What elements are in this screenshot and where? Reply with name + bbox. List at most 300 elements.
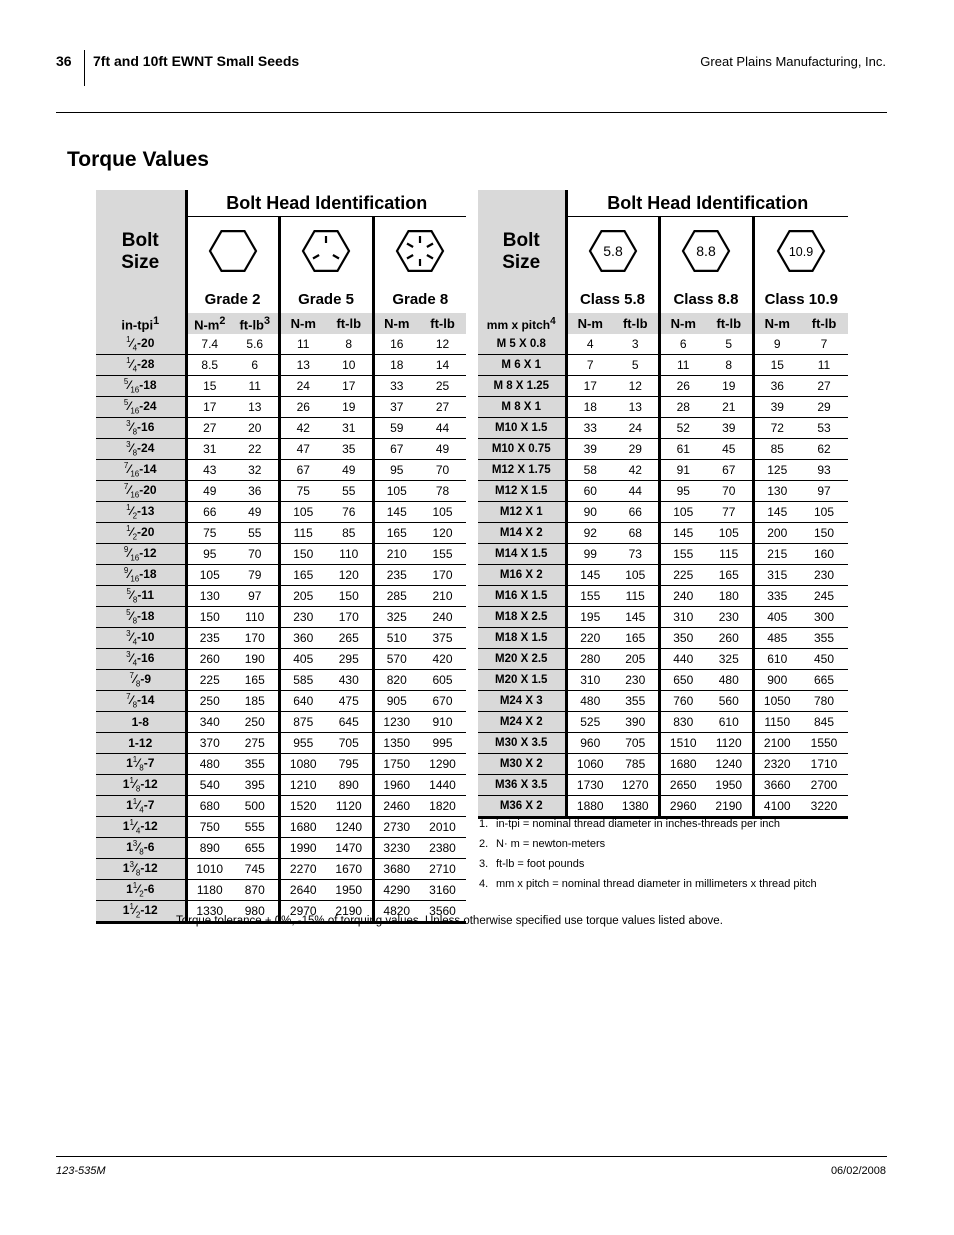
torque-value: 7 — [800, 334, 848, 355]
torque-value: 85 — [753, 439, 800, 460]
table-row — [96, 775, 466, 796]
unit-ftlb: ft-lb — [419, 313, 466, 334]
torque-value: 350 — [659, 628, 706, 649]
svg-text:10.9: 10.9 — [789, 245, 814, 259]
torque-value: 1010 — [186, 859, 232, 880]
table-row — [96, 691, 466, 712]
torque-value: 315 — [753, 565, 800, 586]
torque-value: 28 — [659, 397, 706, 418]
torque-value: 4820 — [373, 901, 419, 923]
table-row — [96, 523, 466, 544]
torque-value: 1060 — [566, 754, 613, 775]
footnote-text: N· m = newton-meters — [496, 838, 606, 850]
torque-value: 555 — [232, 817, 279, 838]
torque-value: 165 — [279, 565, 326, 586]
bolt-size: M16 X 1.5 — [478, 586, 566, 607]
torque-value: 2460 — [373, 796, 419, 817]
table-row — [478, 397, 848, 418]
bolt-size: M36 X 2 — [478, 796, 566, 818]
torque-value: 67 — [706, 460, 753, 481]
torque-value: 95 — [659, 481, 706, 502]
torque-value: 45 — [706, 439, 753, 460]
torque-value: 24 — [279, 376, 326, 397]
bolt-size: M18 X 2.5 — [478, 607, 566, 628]
torque-value: 1680 — [659, 754, 706, 775]
torque-value: 1680 — [279, 817, 326, 838]
torque-value: 195 — [566, 607, 613, 628]
torque-value: 2190 — [326, 901, 373, 923]
torque-value: 1210 — [279, 775, 326, 796]
torque-value: 480 — [566, 691, 613, 712]
torque-value: 18 — [373, 355, 419, 376]
torque-value: 59 — [373, 418, 419, 439]
bolt-size: M24 X 3 — [478, 691, 566, 712]
torque-value: 66 — [186, 502, 232, 523]
torque-value: 19 — [326, 397, 373, 418]
torque-value: 27 — [419, 397, 466, 418]
grade-label: Grade 8 — [373, 285, 466, 313]
hex-class-mark-icon — [753, 217, 848, 286]
torque-value: 72 — [753, 418, 800, 439]
torque-value: 340 — [186, 712, 232, 733]
torque-value: 560 — [706, 691, 753, 712]
torque-value: 230 — [800, 565, 848, 586]
table-row — [96, 733, 466, 754]
torque-value: 33 — [373, 376, 419, 397]
torque-value: 1710 — [800, 754, 848, 775]
inch-torque-table — [96, 190, 466, 924]
torque-value: 540 — [186, 775, 232, 796]
page-title: Torque Values — [67, 148, 209, 171]
torque-value: 220 — [566, 628, 613, 649]
torque-value: 355 — [800, 628, 848, 649]
torque-value: 655 — [232, 838, 279, 859]
table-row — [478, 502, 848, 523]
bolt-size: $^3⁄_8-16$ — [96, 418, 186, 439]
table-row — [96, 439, 466, 460]
torque-value: 1380 — [613, 796, 659, 818]
torque-value: 2700 — [800, 775, 848, 796]
footnote-number: 4. — [479, 878, 489, 890]
torque-value: 230 — [279, 607, 326, 628]
torque-value: 145 — [566, 565, 613, 586]
torque-value: 395 — [232, 775, 279, 796]
torque-value: 1820 — [419, 796, 466, 817]
torque-value: 325 — [373, 607, 419, 628]
document-title: 7ft and 10ft EWNT Small Seeds — [93, 53, 300, 69]
torque-value: 370 — [186, 733, 232, 754]
torque-value: 2730 — [373, 817, 419, 838]
torque-value: 39 — [753, 397, 800, 418]
torque-value: 2710 — [419, 859, 466, 880]
table-row — [96, 565, 466, 586]
torque-value: 49 — [186, 481, 232, 502]
torque-value: 36 — [753, 376, 800, 397]
torque-value: 29 — [613, 439, 659, 460]
torque-value: 310 — [566, 670, 613, 691]
bolt-size-heading: Bolt Size — [478, 190, 566, 313]
torque-value: 92 — [566, 523, 613, 544]
torque-value: 1510 — [659, 733, 706, 754]
torque-value: 145 — [373, 502, 419, 523]
torque-value: 31 — [326, 418, 373, 439]
torque-value: 225 — [186, 670, 232, 691]
torque-value: 3660 — [753, 775, 800, 796]
bolt-size: $^1⁄_4-28$ — [96, 355, 186, 376]
torque-value: 3 — [613, 334, 659, 355]
torque-value: 145 — [659, 523, 706, 544]
torque-value: 2380 — [419, 838, 466, 859]
torque-value: 115 — [613, 586, 659, 607]
torque-value: 3220 — [800, 796, 848, 818]
torque-value: 190 — [232, 649, 279, 670]
torque-value: 1950 — [706, 775, 753, 796]
bolt-size: $^7⁄_8-14$ — [96, 691, 186, 712]
table-row — [96, 334, 466, 355]
torque-value: 105 — [419, 502, 466, 523]
torque-value: 95 — [186, 544, 232, 565]
torque-value: 480 — [706, 670, 753, 691]
torque-value: 1350 — [373, 733, 419, 754]
torque-value: 165 — [613, 628, 659, 649]
unit-ftlb: ft-lb — [613, 313, 659, 334]
torque-value: 250 — [232, 712, 279, 733]
torque-value: 44 — [613, 481, 659, 502]
torque-value: 165 — [232, 670, 279, 691]
torque-value: 525 — [566, 712, 613, 733]
torque-value: 360 — [279, 628, 326, 649]
table-row — [96, 418, 466, 439]
torque-value: 145 — [753, 502, 800, 523]
document-date: 06/02/2008 — [830, 1165, 886, 1177]
torque-value: 235 — [373, 565, 419, 586]
header-divider — [84, 50, 85, 86]
torque-value: 120 — [419, 523, 466, 544]
size-column-label: mm x pitch$^4$ — [478, 313, 566, 334]
torque-value: 3560 — [419, 901, 466, 923]
torque-value: 70 — [232, 544, 279, 565]
torque-value: 130 — [753, 481, 800, 502]
unit-ftlb: $ft-lb^3$ — [232, 313, 279, 334]
torque-value: 120 — [326, 565, 373, 586]
torque-value: 1150 — [753, 712, 800, 733]
svg-text:5.8: 5.8 — [602, 243, 623, 259]
footnotes — [479, 818, 849, 898]
table-row — [478, 733, 848, 754]
table-row — [478, 523, 848, 544]
bolt-size: M 8 X 1 — [478, 397, 566, 418]
torque-value: 61 — [659, 439, 706, 460]
torque-value: 485 — [753, 628, 800, 649]
torque-value: 13 — [232, 397, 279, 418]
torque-value: 1050 — [753, 691, 800, 712]
table-row — [96, 376, 466, 397]
torque-value: 355 — [232, 754, 279, 775]
bolt-size: $1^1⁄_2-12$ — [96, 901, 186, 923]
torque-value: 260 — [706, 628, 753, 649]
bolt-size: $^1⁄_2-20$ — [96, 523, 186, 544]
torque-value: 165 — [373, 523, 419, 544]
torque-value: 890 — [186, 838, 232, 859]
bolt-size: M18 X 1.5 — [478, 628, 566, 649]
grade-label: Grade 2 — [204, 290, 261, 308]
bolt-size: $^1⁄_2-13$ — [96, 502, 186, 523]
torque-value: 60 — [566, 481, 613, 502]
torque-value: 170 — [326, 607, 373, 628]
bolt-size: 1-12 — [96, 733, 186, 754]
bolt-size: $^9⁄_{16}-12$ — [96, 544, 186, 565]
torque-value: 37 — [373, 397, 419, 418]
bolt-size-heading: Bolt Size — [96, 190, 186, 313]
torque-value: 11 — [800, 355, 848, 376]
torque-value: 295 — [326, 649, 373, 670]
torque-value: 155 — [419, 544, 466, 565]
table-row — [478, 418, 848, 439]
torque-value: 105 — [279, 502, 326, 523]
torque-value: 1960 — [373, 775, 419, 796]
bolt-size: $1^1⁄_4-12$ — [96, 817, 186, 838]
torque-value: 150 — [326, 586, 373, 607]
torque-value: 17 — [186, 397, 232, 418]
header-rule — [56, 112, 887, 113]
table-row — [96, 397, 466, 418]
torque-tolerance-note: Torque tolerance + 0%, -15% of torquing values. Unless otherwise specified use torque values listed above. — [176, 915, 723, 927]
torque-value: 105 — [186, 565, 232, 586]
hex-plain-icon — [186, 217, 279, 286]
torque-value: 105 — [613, 565, 659, 586]
torque-value: 7.4 — [186, 334, 232, 355]
torque-value: 475 — [326, 691, 373, 712]
torque-value: 760 — [659, 691, 706, 712]
torque-value: 97 — [232, 586, 279, 607]
torque-value: 130 — [186, 586, 232, 607]
table-row — [478, 796, 848, 818]
torque-value: 480 — [186, 754, 232, 775]
table-row — [96, 880, 466, 901]
torque-value: 1670 — [326, 859, 373, 880]
torque-value: 670 — [419, 691, 466, 712]
torque-value: 705 — [613, 733, 659, 754]
bolt-size: M36 X 3.5 — [478, 775, 566, 796]
torque-value: 11 — [279, 334, 326, 355]
hex-six-marks-icon — [373, 217, 466, 286]
torque-value: 33 — [566, 418, 613, 439]
torque-value: 375 — [419, 628, 466, 649]
torque-value: 245 — [800, 586, 848, 607]
torque-value: 1290 — [419, 754, 466, 775]
torque-value: 1550 — [800, 733, 848, 754]
bolt-size: M 6 X 1 — [478, 355, 566, 376]
torque-value: 265 — [326, 628, 373, 649]
torque-value: 4100 — [753, 796, 800, 818]
torque-value: 2960 — [659, 796, 706, 818]
torque-value: 49 — [232, 502, 279, 523]
torque-value: 26 — [659, 376, 706, 397]
hex-three-marks-icon — [279, 217, 373, 286]
torque-value: 230 — [613, 670, 659, 691]
torque-value: 42 — [613, 460, 659, 481]
torque-value: 240 — [419, 607, 466, 628]
table-row — [478, 334, 848, 355]
torque-value: 215 — [753, 544, 800, 565]
torque-value: 39 — [706, 418, 753, 439]
torque-value: 4290 — [373, 880, 419, 901]
torque-value: 325 — [706, 649, 753, 670]
class-label: Class 10.9 — [753, 285, 848, 313]
torque-value: 9 — [753, 334, 800, 355]
table-row — [96, 712, 466, 733]
torque-value: 97 — [800, 481, 848, 502]
torque-value: 440 — [659, 649, 706, 670]
torque-value: 1470 — [326, 838, 373, 859]
bolt-size: M30 X 3.5 — [478, 733, 566, 754]
table-row — [96, 481, 466, 502]
bolt-size: M30 X 2 — [478, 754, 566, 775]
table-row — [478, 754, 848, 775]
torque-value: 73 — [613, 544, 659, 565]
table-row — [478, 775, 848, 796]
table-row — [478, 586, 848, 607]
torque-value: 1330 — [186, 901, 232, 923]
torque-value: 70 — [419, 460, 466, 481]
torque-value: 870 — [232, 880, 279, 901]
page-number: 36 — [56, 53, 72, 69]
torque-value: 39 — [566, 439, 613, 460]
table-row — [96, 460, 466, 481]
torque-value: 750 — [186, 817, 232, 838]
torque-value: 170 — [232, 628, 279, 649]
torque-value: 79 — [232, 565, 279, 586]
torque-value: 43 — [186, 460, 232, 481]
class-label: Class 8.8 — [659, 285, 753, 313]
table-row — [96, 502, 466, 523]
table-row — [478, 544, 848, 565]
table-row — [96, 355, 466, 376]
bolt-size: $^3⁄_4-10$ — [96, 628, 186, 649]
torque-value: 25 — [419, 376, 466, 397]
bolt-size: M12 X 1 — [478, 502, 566, 523]
torque-value: 110 — [326, 544, 373, 565]
bolt-size: $^1⁄_4-20$ — [96, 334, 186, 355]
company-name: Great Plains Manufacturing, Inc. — [700, 54, 886, 69]
torque-value: 95 — [373, 460, 419, 481]
table-row — [478, 628, 848, 649]
metric-torque-table — [478, 190, 848, 819]
torque-value: 650 — [659, 670, 706, 691]
footnote — [479, 858, 849, 871]
torque-value: 76 — [326, 502, 373, 523]
unit-ftlb: ft-lb — [326, 313, 373, 334]
torque-value: 6 — [232, 355, 279, 376]
bolt-size: $1^1⁄_4-7$ — [96, 796, 186, 817]
torque-value: 11 — [232, 376, 279, 397]
torque-value: 820 — [373, 670, 419, 691]
torque-value: 21 — [706, 397, 753, 418]
unit-nm: N-m — [659, 313, 706, 334]
torque-value: 78 — [419, 481, 466, 502]
torque-value: 31 — [186, 439, 232, 460]
torque-value: 1240 — [326, 817, 373, 838]
torque-value: 235 — [186, 628, 232, 649]
torque-value: 745 — [232, 859, 279, 880]
torque-value: 67 — [373, 439, 419, 460]
torque-value: 420 — [419, 649, 466, 670]
torque-value: 8 — [706, 355, 753, 376]
torque-value: 905 — [373, 691, 419, 712]
unit-ftlb: ft-lb — [706, 313, 753, 334]
bolt-size: $^7⁄_8-9$ — [96, 670, 186, 691]
bolt-size: M 5 X 0.8 — [478, 334, 566, 355]
torque-value: 19 — [706, 376, 753, 397]
torque-value: 405 — [753, 607, 800, 628]
torque-value: 300 — [800, 607, 848, 628]
torque-value: 2100 — [753, 733, 800, 754]
torque-value: 22 — [232, 439, 279, 460]
torque-value: 1270 — [613, 775, 659, 796]
footnote-number: 2. — [479, 838, 489, 850]
bolt-size: $^5⁄_8-18$ — [96, 607, 186, 628]
torque-value: 225 — [659, 565, 706, 586]
bolt-size: 1-8 — [96, 712, 186, 733]
torque-value: 145 — [613, 607, 659, 628]
table-row — [478, 460, 848, 481]
torque-value: 155 — [566, 586, 613, 607]
torque-value: 1880 — [566, 796, 613, 818]
table-row — [478, 355, 848, 376]
class-label: Class 5.8 — [579, 290, 646, 308]
torque-value: 285 — [373, 586, 419, 607]
torque-value: 18 — [566, 397, 613, 418]
unit-nm: N-m — [279, 313, 326, 334]
torque-value: 13 — [279, 355, 326, 376]
torque-value: 5 — [613, 355, 659, 376]
unit-nm: N-m — [753, 313, 800, 334]
unit-nm: N-m — [566, 313, 613, 334]
torque-value: 900 — [753, 670, 800, 691]
torque-value: 17 — [566, 376, 613, 397]
torque-value: 49 — [419, 439, 466, 460]
torque-value: 1080 — [279, 754, 326, 775]
torque-value: 200 — [753, 523, 800, 544]
torque-value: 90 — [566, 502, 613, 523]
torque-value: 640 — [279, 691, 326, 712]
torque-value: 85 — [326, 523, 373, 544]
table-row — [478, 691, 848, 712]
torque-value: 2970 — [279, 901, 326, 923]
torque-value: 49 — [326, 460, 373, 481]
table-row — [478, 649, 848, 670]
torque-value: 1950 — [326, 880, 373, 901]
torque-value: 29 — [800, 397, 848, 418]
bolt-size: M20 X 2.5 — [478, 649, 566, 670]
bolt-size: M14 X 1.5 — [478, 544, 566, 565]
table-row — [96, 796, 466, 817]
torque-value: 11 — [659, 355, 706, 376]
bolt-size: $1^1⁄_8-12$ — [96, 775, 186, 796]
torque-value: 390 — [613, 712, 659, 733]
torque-value: 32 — [232, 460, 279, 481]
torque-value: 150 — [800, 523, 848, 544]
bolt-size: M10 X 0.75 — [478, 439, 566, 460]
torque-value: 42 — [279, 418, 326, 439]
torque-value: 210 — [373, 544, 419, 565]
torque-value: 845 — [800, 712, 848, 733]
footnote — [479, 878, 849, 891]
torque-value: 12 — [419, 334, 466, 355]
bolt-size: M 8 X 1.25 — [478, 376, 566, 397]
svg-text:8.8: 8.8 — [696, 243, 716, 259]
torque-value: 160 — [800, 544, 848, 565]
